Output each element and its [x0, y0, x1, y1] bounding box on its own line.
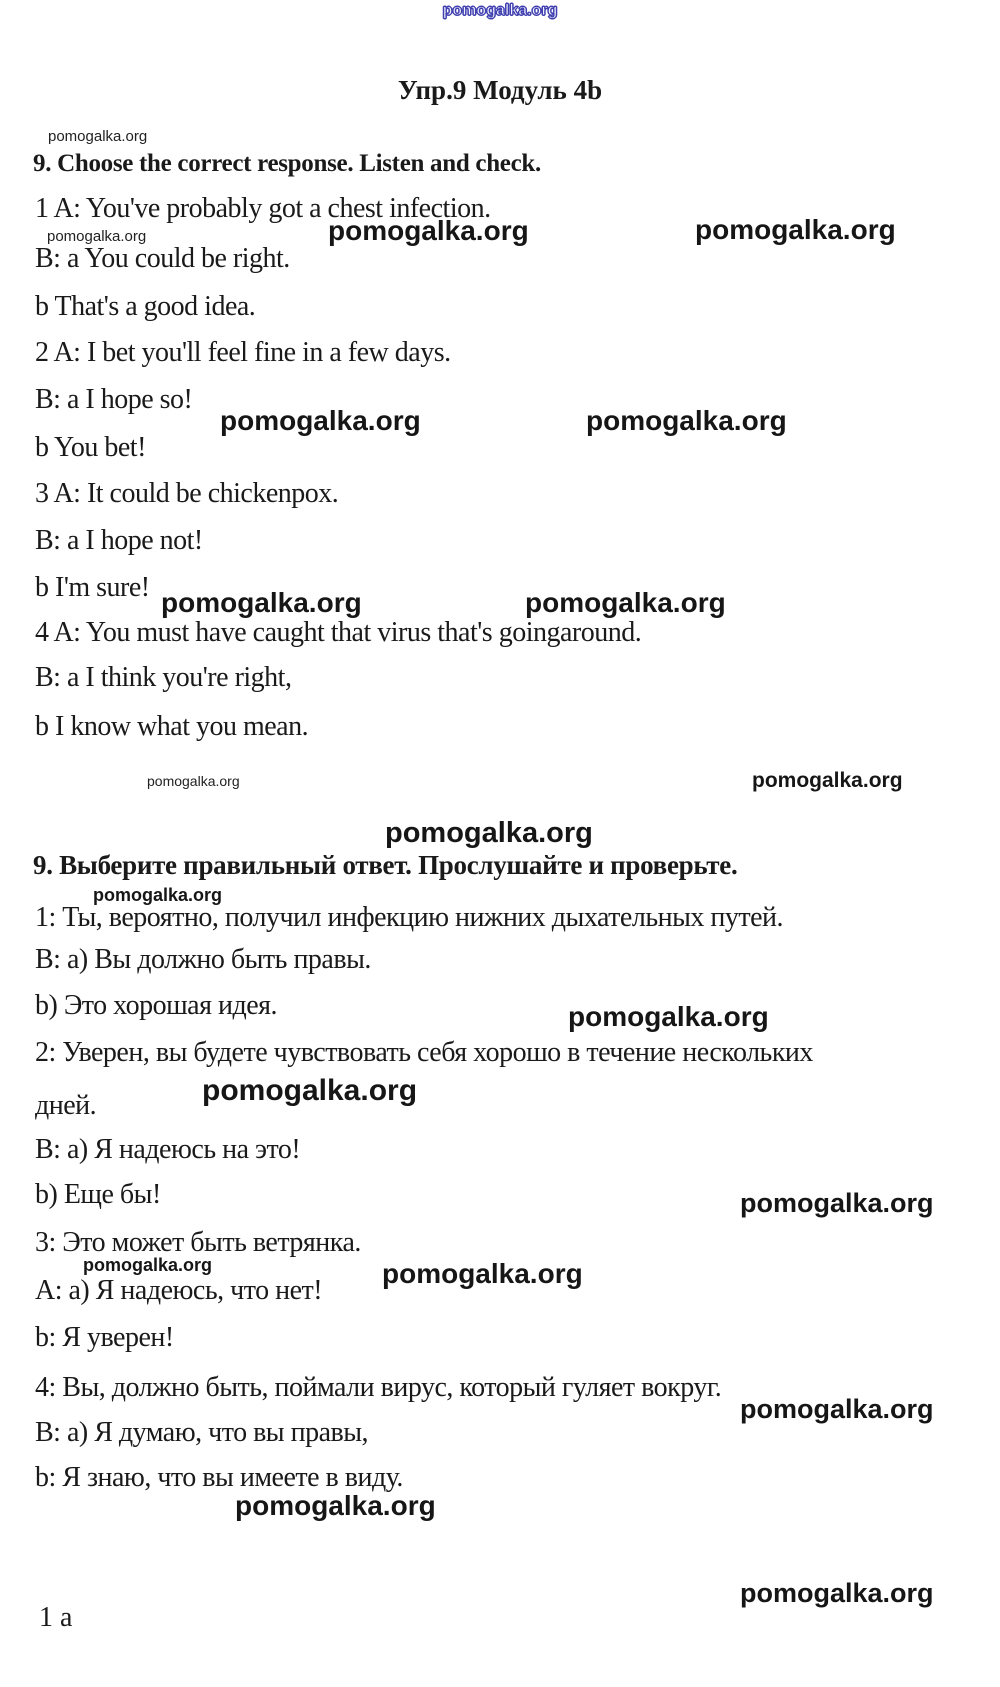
- translation-line: В: а) Вы должно быть правы.: [35, 944, 371, 975]
- translation-line: 4: Вы, должно быть, поймали вирус, который гуляет вокруг.: [35, 1372, 722, 1403]
- watermark: pomogalka.org: [525, 587, 726, 618]
- watermark: pomogalka.org: [740, 1394, 934, 1424]
- watermark: pomogalka.org: [93, 885, 223, 905]
- dialogue-line: B: a I hope not!: [35, 525, 203, 556]
- translation-line: В: а) Я думаю, что вы правы,: [35, 1417, 369, 1448]
- translation-line: b: Я знаю, что вы имеете в виду.: [35, 1462, 403, 1493]
- task-heading-en: 9. Choose the correct response. Listen and check.: [33, 150, 541, 177]
- dialogue-line: B: a You could be right.: [35, 243, 290, 274]
- dialogue-line: 3 A: It could be chickenpox.: [35, 478, 339, 509]
- task-heading-ru: 9. Выберите правильный ответ. Прослушайте и проверьте.: [33, 850, 738, 880]
- translation-line: 2: Уверен, вы будете чувствовать себя хорошо в течение нескольких: [35, 1037, 813, 1068]
- translation-line: В: а) Я надеюсь на это!: [35, 1134, 301, 1165]
- watermark: pomogalka.org: [220, 405, 421, 436]
- dialogue-line: B: a I hope so!: [35, 384, 193, 415]
- dialogue-line: b You bet!: [35, 432, 146, 463]
- translation-line: b) Еще бы!: [35, 1179, 161, 1210]
- watermark: pomogalka.org: [161, 587, 362, 618]
- watermark: pomogalka.org: [740, 1188, 934, 1218]
- watermark-blue: pomogalka.org: [442, 2, 558, 19]
- watermark: pomogalka.org: [740, 1578, 934, 1608]
- watermark: pomogalka.org: [235, 1490, 436, 1521]
- watermark: pomogalka.org: [695, 214, 896, 245]
- translation-line: А: а) Я надеюсь, что нет!: [35, 1275, 323, 1306]
- watermark: pomogalka.org: [48, 128, 148, 145]
- dialogue-line: b That's a good idea.: [35, 291, 256, 322]
- dialogue-line: 2 A: I bet you'll feel fine in a few days.: [35, 337, 451, 368]
- watermark: pomogalka.org: [752, 769, 903, 792]
- watermark: pomogalka.org: [202, 1074, 418, 1107]
- translation-line: 3: Это может быть ветрянка.: [35, 1227, 361, 1258]
- dialogue-line: 1 A: You've probably got a chest infection.: [35, 193, 491, 224]
- watermark: pomogalka.org: [586, 405, 787, 436]
- page-title: Упр.9 Модуль 4b: [397, 75, 603, 105]
- dialogue-line: 4 A: You must have caught that virus that's goingaround.: [35, 617, 642, 648]
- watermark: pomogalka.org: [568, 1001, 769, 1032]
- dialogue-line: b I know what you mean.: [35, 711, 309, 742]
- answer-key: 1 a: [39, 1602, 73, 1633]
- watermark: pomogalka.org: [83, 1255, 213, 1275]
- translation-line: b: Я уверен!: [35, 1322, 174, 1353]
- dialogue-line: B: a I think you're right,: [35, 662, 292, 693]
- watermark: pomogalka.org: [147, 773, 240, 789]
- watermark: pomogalka.org: [382, 1258, 583, 1289]
- watermark: pomogalka.org: [385, 817, 593, 849]
- dialogue-line: b I'm sure!: [35, 572, 150, 603]
- watermark: pomogalka.org: [47, 228, 147, 245]
- translation-line: дней.: [35, 1090, 97, 1121]
- translation-line: 1: Ты, вероятно, получил инфекцию нижних дыхательных путей.: [35, 902, 784, 933]
- watermark: pomogalka.org: [328, 215, 529, 246]
- translation-line: b) Это хорошая идея.: [35, 990, 278, 1021]
